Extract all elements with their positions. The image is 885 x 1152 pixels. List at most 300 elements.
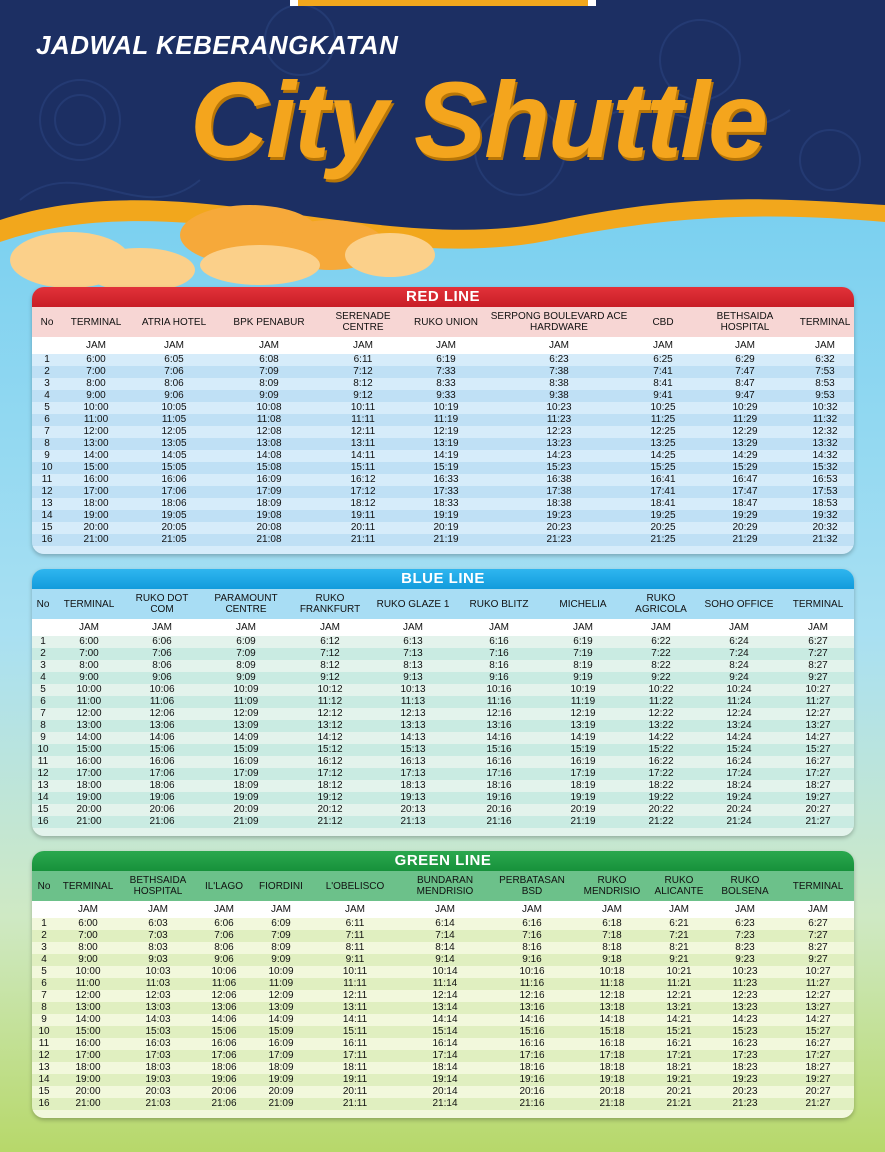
stop-header: SOHO OFFICE	[696, 589, 782, 619]
stop-header: PARAMOUNT CENTRE	[200, 589, 292, 619]
departure-time: 15:00	[62, 462, 130, 474]
departure-time: 17:00	[62, 486, 130, 498]
departure-time: 7:09	[252, 930, 310, 942]
departure-time: 17:33	[406, 486, 486, 498]
stop-header: TERMINAL	[796, 307, 854, 337]
table-row	[32, 684, 854, 696]
departure-time: 10:29	[694, 402, 796, 414]
trip-number: 10	[32, 1026, 56, 1038]
departure-time: 21:05	[130, 534, 218, 546]
departure-time: 19:00	[62, 510, 130, 522]
departure-time: 13:09	[252, 1002, 310, 1014]
table-row	[32, 426, 854, 438]
departure-time: 15:13	[368, 744, 458, 756]
departure-time: 20:18	[574, 1086, 650, 1098]
stop-header: RUKO MENDRISIO	[574, 871, 650, 901]
stop-header: TERMINAL	[782, 589, 854, 619]
stop-header: RUKO BLITZ	[458, 589, 540, 619]
departure-time: 21:13	[368, 816, 458, 828]
departure-time: 8:53	[796, 378, 854, 390]
departure-time: 14:24	[696, 732, 782, 744]
departure-time: 14:27	[782, 1014, 854, 1026]
departure-time: 11:00	[56, 978, 120, 990]
departure-time: 19:16	[458, 792, 540, 804]
departure-time: 17:09	[252, 1050, 310, 1062]
departure-time: 8:33	[406, 378, 486, 390]
trip-number: 7	[32, 426, 62, 438]
table-row	[32, 1086, 854, 1098]
table-row	[32, 1050, 854, 1062]
trip-number: 5	[32, 402, 62, 414]
departure-time: 8:06	[124, 660, 200, 672]
departure-time: 16:06	[124, 756, 200, 768]
table-row	[32, 450, 854, 462]
departure-time: 10:06	[196, 966, 252, 978]
departure-time: 15:24	[696, 744, 782, 756]
table-row	[32, 696, 854, 708]
departure-time: 21:09	[252, 1098, 310, 1110]
departure-time: 17:03	[120, 1050, 196, 1062]
departure-time: 16:06	[196, 1038, 252, 1050]
table-row	[32, 1062, 854, 1074]
blue-line-title: BLUE LINE	[32, 569, 854, 589]
departure-time: 18:09	[218, 498, 320, 510]
departure-time: 15:18	[574, 1026, 650, 1038]
departure-time: 6:00	[54, 636, 124, 648]
departure-time: 14:29	[694, 450, 796, 462]
blue-line-panel	[32, 569, 854, 836]
departure-time: 20:23	[486, 522, 632, 534]
stop-header: RUKO FRANKFURT	[292, 589, 368, 619]
trip-number: 11	[32, 474, 62, 486]
departure-time: 7:12	[320, 366, 406, 378]
departure-time: 18:21	[650, 1062, 708, 1074]
departure-time: 16:38	[486, 474, 632, 486]
departure-time: 20:06	[124, 804, 200, 816]
departure-time: 17:11	[310, 1050, 400, 1062]
departure-time: 19:27	[782, 1074, 854, 1086]
departure-time: 14:23	[486, 450, 632, 462]
departure-time: 12:09	[200, 708, 292, 720]
departure-time: 8:23	[708, 942, 782, 954]
jam-label: JAM	[400, 901, 490, 918]
jam-label: JAM	[218, 337, 320, 354]
jam-label: JAM	[694, 337, 796, 354]
departure-time: 10:25	[632, 402, 694, 414]
departure-time: 9:00	[62, 390, 130, 402]
departure-time: 17:16	[490, 1050, 574, 1062]
departure-time: 18:13	[368, 780, 458, 792]
departure-time: 16:09	[252, 1038, 310, 1050]
departure-time: 18:12	[292, 780, 368, 792]
trip-number: 14	[32, 510, 62, 522]
departure-time: 12:27	[782, 708, 854, 720]
departure-time: 9:09	[200, 672, 292, 684]
trip-number: 2	[32, 366, 62, 378]
departure-time: 10:27	[782, 966, 854, 978]
table-row	[32, 708, 854, 720]
trip-number: 16	[32, 816, 54, 828]
stop-header: MICHELIA	[540, 589, 626, 619]
departure-time: 13:32	[796, 438, 854, 450]
jam-row-spacer	[32, 337, 62, 354]
departure-time: 16:27	[782, 1038, 854, 1050]
departure-time: 19:00	[54, 792, 124, 804]
departure-time: 19:05	[130, 510, 218, 522]
departure-time: 20:27	[782, 1086, 854, 1098]
departure-time: 19:14	[400, 1074, 490, 1086]
departure-time: 17:06	[196, 1050, 252, 1062]
departure-time: 19:03	[120, 1074, 196, 1086]
departure-time: 17:00	[56, 1050, 120, 1062]
stop-header: ATRIA HOTEL	[130, 307, 218, 337]
departure-time: 20:29	[694, 522, 796, 534]
departure-time: 8:16	[458, 660, 540, 672]
departure-time: 21:29	[694, 534, 796, 546]
departure-time: 13:16	[458, 720, 540, 732]
departure-time: 11:09	[252, 978, 310, 990]
departure-time: 15:05	[130, 462, 218, 474]
departure-time: 9:18	[574, 954, 650, 966]
departure-time: 15:29	[694, 462, 796, 474]
departure-time: 13:00	[54, 720, 124, 732]
departure-time: 9:09	[252, 954, 310, 966]
jam-label: JAM	[196, 901, 252, 918]
table-row	[32, 918, 854, 930]
departure-time: 7:00	[56, 930, 120, 942]
departure-time: 18:22	[626, 780, 696, 792]
departure-time: 8:12	[292, 660, 368, 672]
jam-label: JAM	[310, 901, 400, 918]
departure-time: 11:16	[458, 696, 540, 708]
departure-time: 6:29	[694, 354, 796, 366]
table-row	[32, 954, 854, 966]
departure-time: 19:18	[574, 1074, 650, 1086]
departure-time: 20:11	[320, 522, 406, 534]
departure-time: 13:14	[400, 1002, 490, 1014]
panel-footer	[32, 1110, 854, 1118]
departure-time: 13:12	[292, 720, 368, 732]
departure-time: 16:03	[120, 1038, 196, 1050]
departure-time: 14:08	[218, 450, 320, 462]
departure-time: 18:11	[310, 1062, 400, 1074]
departure-time: 16:13	[368, 756, 458, 768]
jam-row-spacer	[32, 619, 54, 636]
departure-time: 7:16	[490, 930, 574, 942]
departure-time: 13:22	[626, 720, 696, 732]
departure-time: 11:00	[54, 696, 124, 708]
departure-time: 12:32	[796, 426, 854, 438]
stop-header: RUKO BOLSENA	[708, 871, 782, 901]
departure-time: 16:12	[320, 474, 406, 486]
departure-time: 17:19	[540, 768, 626, 780]
departure-time: 15:09	[200, 744, 292, 756]
departure-time: 18:12	[320, 498, 406, 510]
blue-line-timetable	[32, 589, 854, 828]
departure-time: 14:21	[650, 1014, 708, 1026]
departure-time: 11:27	[782, 696, 854, 708]
trip-number: 3	[32, 942, 56, 954]
departure-time: 19:19	[540, 792, 626, 804]
departure-time: 17:14	[400, 1050, 490, 1062]
table-row	[32, 966, 854, 978]
table-row	[32, 510, 854, 522]
departure-time: 7:21	[650, 930, 708, 942]
departure-time: 7:03	[120, 930, 196, 942]
departure-time: 10:16	[490, 966, 574, 978]
table-row	[32, 402, 854, 414]
schedule-subtitle: JADWAL KEBERANGKATAN	[36, 30, 399, 60]
departure-time: 16:11	[310, 1038, 400, 1050]
departure-time: 7:06	[130, 366, 218, 378]
departure-time: 11:11	[310, 978, 400, 990]
departure-time: 15:11	[320, 462, 406, 474]
departure-time: 7:27	[782, 648, 854, 660]
departure-time: 11:19	[540, 696, 626, 708]
table-row	[32, 1026, 854, 1038]
departure-time: 18:24	[696, 780, 782, 792]
departure-time: 20:19	[540, 804, 626, 816]
stop-header: TERMINAL	[782, 871, 854, 901]
departure-time: 9:16	[458, 672, 540, 684]
departure-time: 19:27	[782, 792, 854, 804]
jam-label: JAM	[200, 619, 292, 636]
departure-time: 7:09	[218, 366, 320, 378]
departure-time: 12:23	[708, 990, 782, 1002]
departure-time: 21:23	[708, 1098, 782, 1110]
departure-time: 20:11	[310, 1086, 400, 1098]
departure-time: 12:00	[54, 708, 124, 720]
trip-number: 16	[32, 534, 62, 546]
departure-time: 13:06	[196, 1002, 252, 1014]
departure-time: 15:22	[626, 744, 696, 756]
departure-time: 12:06	[196, 990, 252, 1002]
departure-time: 21:25	[632, 534, 694, 546]
departure-time: 18:18	[574, 1062, 650, 1074]
trip-number: 9	[32, 1014, 56, 1026]
departure-time: 14:00	[54, 732, 124, 744]
jam-label: JAM	[368, 619, 458, 636]
departure-time: 21:16	[458, 816, 540, 828]
departure-time: 10:05	[130, 402, 218, 414]
departure-time: 11:21	[650, 978, 708, 990]
panel-footer	[32, 546, 854, 554]
departure-time: 11:11	[320, 414, 406, 426]
departure-time: 21:09	[200, 816, 292, 828]
departure-time: 12:13	[368, 708, 458, 720]
departure-time: 12:08	[218, 426, 320, 438]
green-line-title: GREEN LINE	[32, 851, 854, 871]
departure-time: 20:16	[458, 804, 540, 816]
departure-time: 12:21	[650, 990, 708, 1002]
departure-time: 9:22	[626, 672, 696, 684]
trip-number: 3	[32, 660, 54, 672]
departure-time: 13:24	[696, 720, 782, 732]
trip-number: 2	[32, 648, 54, 660]
departure-time: 17:06	[124, 768, 200, 780]
trip-number: 15	[32, 1086, 56, 1098]
departure-time: 12:00	[56, 990, 120, 1002]
departure-time: 16:53	[796, 474, 854, 486]
trip-number: 15	[32, 522, 62, 534]
jam-label: JAM	[124, 619, 200, 636]
departure-time: 15:27	[782, 1026, 854, 1038]
jam-label: JAM	[796, 337, 854, 354]
departure-time: 20:03	[120, 1086, 196, 1098]
departure-time: 12:25	[632, 426, 694, 438]
table-row	[32, 636, 854, 648]
stop-header: CBD	[632, 307, 694, 337]
departure-time: 18:41	[632, 498, 694, 510]
departure-time: 14:23	[708, 1014, 782, 1026]
departure-time: 20:08	[218, 522, 320, 534]
departure-time: 6:22	[626, 636, 696, 648]
trip-number: 13	[32, 498, 62, 510]
departure-time: 21:19	[406, 534, 486, 546]
departure-time: 13:25	[632, 438, 694, 450]
table-row	[32, 744, 854, 756]
departure-time: 17:06	[130, 486, 218, 498]
trip-number: 11	[32, 1038, 56, 1050]
trip-number: 4	[32, 390, 62, 402]
stop-header: TERMINAL	[56, 871, 120, 901]
departure-time: 15:23	[486, 462, 632, 474]
jam-label: JAM	[626, 619, 696, 636]
departure-time: 14:00	[56, 1014, 120, 1026]
departure-time: 11:13	[368, 696, 458, 708]
departure-time: 10:21	[650, 966, 708, 978]
jam-label: JAM	[696, 619, 782, 636]
departure-time: 10:19	[540, 684, 626, 696]
departure-time: 17:09	[200, 768, 292, 780]
departure-time: 13:21	[650, 1002, 708, 1014]
departure-time: 17:38	[486, 486, 632, 498]
departure-time: 10:08	[218, 402, 320, 414]
departure-time: 20:00	[56, 1086, 120, 1098]
departure-time: 16:21	[650, 1038, 708, 1050]
jam-label: JAM	[406, 337, 486, 354]
table-row	[32, 660, 854, 672]
departure-time: 20:32	[796, 522, 854, 534]
departure-time: 7:24	[696, 648, 782, 660]
departure-time: 12:14	[400, 990, 490, 1002]
jam-label: JAM	[708, 901, 782, 918]
departure-time: 11:25	[632, 414, 694, 426]
departure-time: 7:12	[292, 648, 368, 660]
jam-label: JAM	[782, 901, 854, 918]
table-row	[32, 732, 854, 744]
departure-time: 9:12	[320, 390, 406, 402]
departure-time: 8:19	[540, 660, 626, 672]
departure-time: 19:16	[490, 1074, 574, 1086]
departure-time: 12:16	[458, 708, 540, 720]
trip-number: 6	[32, 696, 54, 708]
departure-time: 14:32	[796, 450, 854, 462]
departure-time: 14:19	[540, 732, 626, 744]
table-row	[32, 1038, 854, 1050]
departure-time: 17:47	[694, 486, 796, 498]
departure-time: 9:41	[632, 390, 694, 402]
departure-time: 13:11	[320, 438, 406, 450]
stop-header: RUKO AGRICOLA	[626, 589, 696, 619]
trip-number: 8	[32, 720, 54, 732]
departure-time: 9:13	[368, 672, 458, 684]
departure-time: 18:06	[130, 498, 218, 510]
departure-time: 12:19	[540, 708, 626, 720]
departure-time: 14:06	[196, 1014, 252, 1026]
departure-time: 11:05	[130, 414, 218, 426]
departure-time: 9:14	[400, 954, 490, 966]
table-row	[32, 498, 854, 510]
departure-time: 17:24	[696, 768, 782, 780]
departure-time: 7:00	[54, 648, 124, 660]
departure-time: 15:25	[632, 462, 694, 474]
jam-label: JAM	[252, 901, 310, 918]
departure-time: 14:06	[124, 732, 200, 744]
departure-time: 10:23	[486, 402, 632, 414]
departure-time: 19:08	[218, 510, 320, 522]
departure-time: 7:22	[626, 648, 696, 660]
stop-header: IL'LAGO	[196, 871, 252, 901]
departure-time: 21:18	[574, 1098, 650, 1110]
departure-time: 18:27	[782, 780, 854, 792]
stop-header: L'OBELISCO	[310, 871, 400, 901]
departure-time: 9:23	[708, 954, 782, 966]
departure-time: 20:00	[54, 804, 124, 816]
departure-time: 19:12	[292, 792, 368, 804]
departure-time: 21:08	[218, 534, 320, 546]
departure-time: 7:09	[200, 648, 292, 660]
departure-time: 13:27	[782, 720, 854, 732]
departure-time: 9:33	[406, 390, 486, 402]
departure-time: 11:12	[292, 696, 368, 708]
departure-time: 12:12	[292, 708, 368, 720]
departure-time: 11:22	[626, 696, 696, 708]
departure-time: 21:22	[626, 816, 696, 828]
departure-time: 8:09	[218, 378, 320, 390]
jam-label: JAM	[320, 337, 406, 354]
table-row	[32, 414, 854, 426]
departure-time: 15:09	[252, 1026, 310, 1038]
departure-time: 18:33	[406, 498, 486, 510]
departure-time: 20:12	[292, 804, 368, 816]
departure-time: 15:00	[54, 744, 124, 756]
departure-time: 11:23	[486, 414, 632, 426]
departure-time: 21:00	[54, 816, 124, 828]
departure-time: 6:13	[368, 636, 458, 648]
departure-time: 6:06	[196, 918, 252, 930]
departure-time: 18:00	[54, 780, 124, 792]
departure-time: 7:23	[708, 930, 782, 942]
departure-time: 15:08	[218, 462, 320, 474]
departure-time: 12:06	[124, 708, 200, 720]
stop-header: BETHSAIDA HOSPITAL	[120, 871, 196, 901]
departure-time: 20:27	[782, 804, 854, 816]
departure-time: 13:23	[486, 438, 632, 450]
departure-time: 11:19	[406, 414, 486, 426]
departure-time: 7:18	[574, 930, 650, 942]
table-row	[32, 942, 854, 954]
departure-time: 11:23	[708, 978, 782, 990]
departure-time: 18:03	[120, 1062, 196, 1074]
trip-number: 4	[32, 672, 54, 684]
departure-time: 21:12	[292, 816, 368, 828]
trip-number: 14	[32, 1074, 56, 1086]
departure-time: 12:18	[574, 990, 650, 1002]
departure-time: 6:21	[650, 918, 708, 930]
departure-time: 15:19	[406, 462, 486, 474]
departure-time: 14:09	[200, 732, 292, 744]
